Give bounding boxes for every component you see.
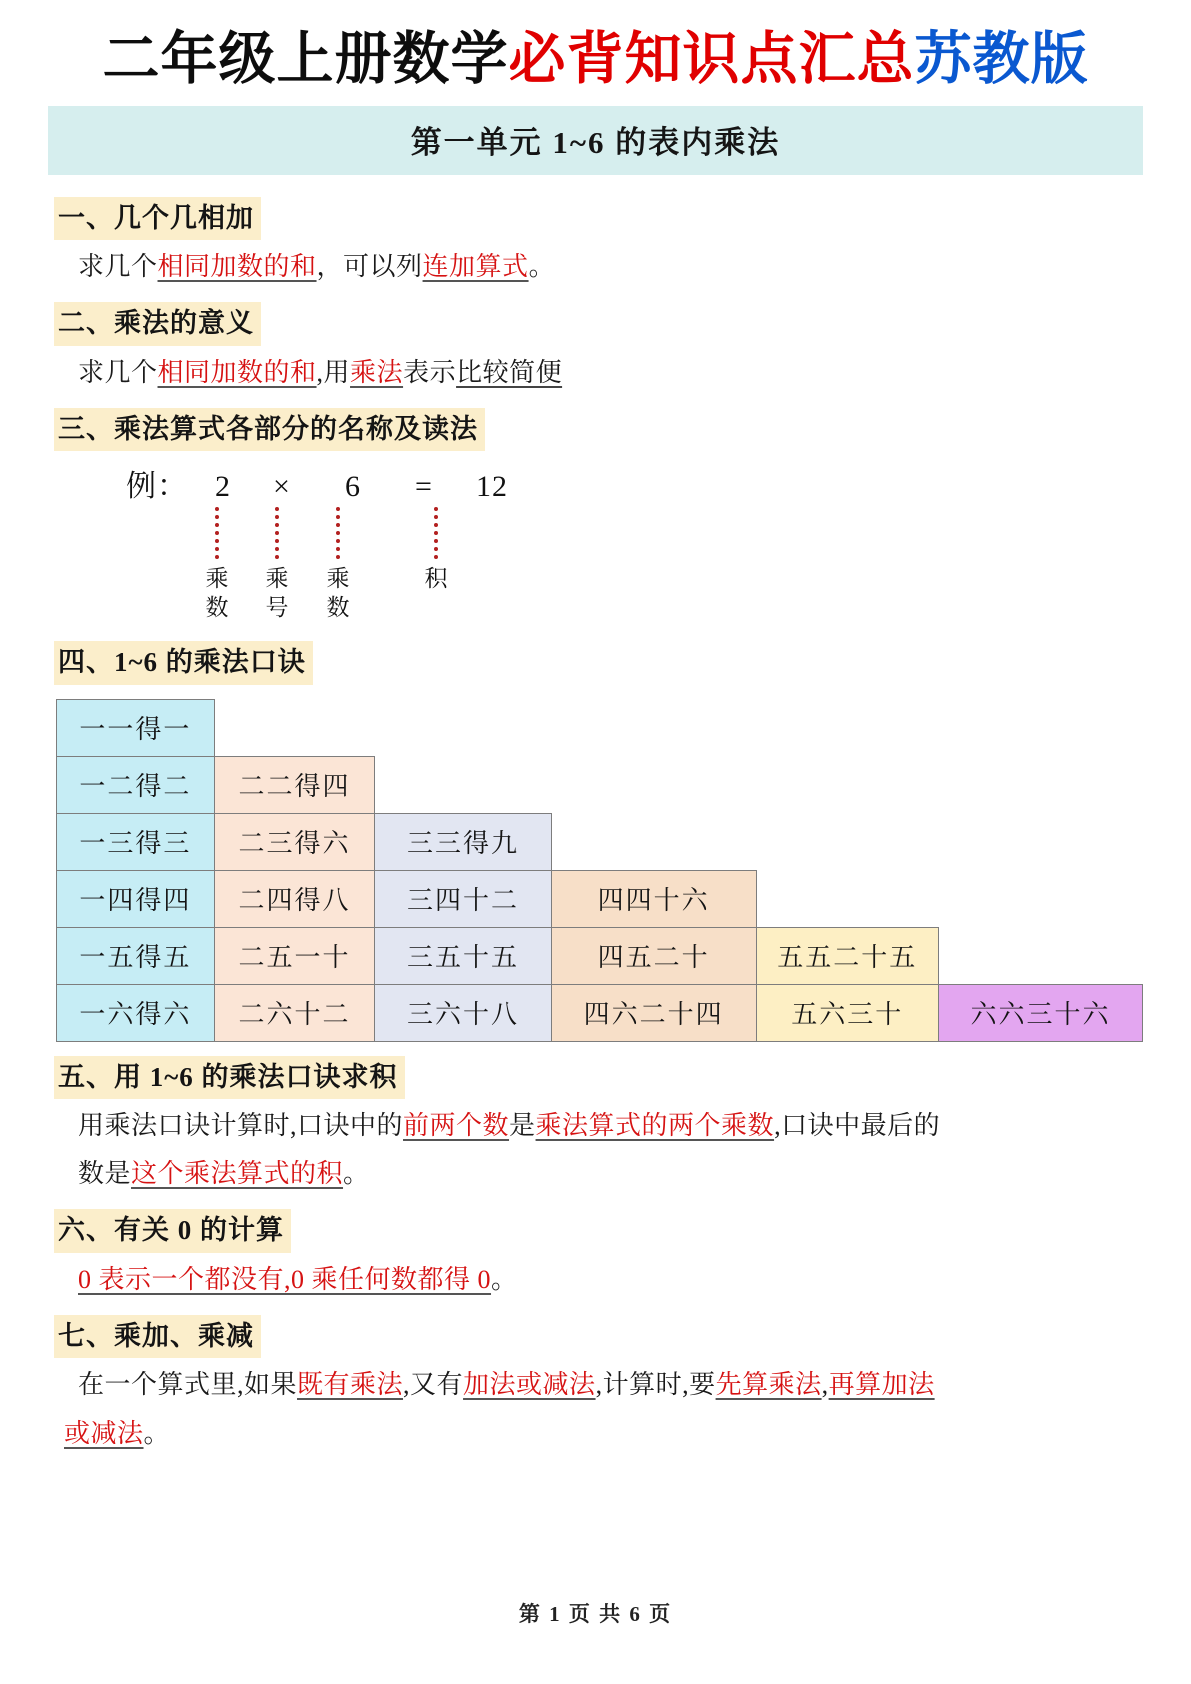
table-cell-empty <box>551 756 756 813</box>
table-cell-empty <box>375 756 552 813</box>
tag-factor1 <box>197 565 237 623</box>
table-cell: 一二得二 <box>57 756 215 813</box>
table-cell: 一五得五 <box>57 927 215 984</box>
page-title <box>48 0 1143 106</box>
table-row <box>57 870 1143 927</box>
s7-text-h: 。 <box>143 1418 171 1448</box>
section-heading-5: 五、用 1~6 的乘法口诀求积 <box>54 1056 405 1099</box>
table-cell: 三五十五 <box>375 927 552 984</box>
s7-text-g: , <box>821 1370 829 1400</box>
s1-text-e: 。 <box>528 252 556 282</box>
table-cell: 一四得四 <box>57 870 215 927</box>
s7-emphasis-1: 既有乘法 <box>297 1370 404 1400</box>
s6-text-b: 。 <box>491 1264 518 1294</box>
title-segment-blue: 苏教版 <box>914 28 1089 91</box>
table-cell-empty <box>939 813 1143 870</box>
s6-emphasis-1: 0 表示一个都没有,0 乘任何数都得 0 <box>78 1264 492 1294</box>
s2-emphasis-1: 相同加数的和 <box>157 357 317 387</box>
table-cell-empty <box>375 699 552 756</box>
s7-emphasis-4: 再算加法 <box>828 1370 935 1400</box>
s5-text-c: 是 <box>509 1111 536 1141</box>
s5-emphasis-2: 乘法算式的两个乘数 <box>535 1111 775 1141</box>
section-7-body-line1 <box>48 1364 1143 1406</box>
tag-factor2-char2: 数 <box>326 595 350 621</box>
table-cell: 四六二十四 <box>551 984 756 1041</box>
section-heading-6: 六、有关 0 的计算 <box>54 1209 291 1252</box>
s2-emphasis-2: 乘法 <box>350 357 404 387</box>
table-cell: 一三得三 <box>57 813 215 870</box>
section-5-body-line2 <box>48 1153 1143 1195</box>
s1-text-c: ，可以列 <box>316 252 423 282</box>
table-cell: 六六三十六 <box>939 984 1143 1041</box>
section-5-body-line1 <box>48 1105 1143 1147</box>
table-cell-empty <box>756 813 939 870</box>
s1-text-a: 求几个 <box>78 252 158 282</box>
tag-factor2 <box>318 565 358 623</box>
example-product: 12 <box>476 470 508 504</box>
tag-factor1-char1: 乘 <box>205 566 229 592</box>
s7-text-a: 在一个算式里,如果 <box>78 1370 298 1400</box>
table-cell: 二二得四 <box>214 756 374 813</box>
table-cell: 三三得九 <box>375 813 552 870</box>
s5-text-a: 用乘法口诀计算时,口诀中的 <box>78 1111 404 1141</box>
s5-text-f: 数是 <box>78 1159 132 1189</box>
s7-emphasis-2: 加法或减法 <box>463 1370 596 1400</box>
table-row <box>57 699 1143 756</box>
table-cell-empty <box>939 699 1143 756</box>
section-7-body-line2 <box>48 1413 1143 1455</box>
table-cell-empty <box>756 756 939 813</box>
section-heading-3: 三、乘法算式各部分的名称及读法 <box>54 408 485 451</box>
pointer-line-factor1 <box>215 507 223 559</box>
tag-product <box>416 565 456 594</box>
page-footer: 第 1 页 共 6 页 <box>518 1602 673 1626</box>
s5-emphasis-3: 这个乘法算式的积 <box>131 1159 344 1189</box>
table-row <box>57 813 1143 870</box>
s2-text-e: 表示 <box>403 357 457 387</box>
table-cell-empty <box>756 870 939 927</box>
table-cell: 一六得六 <box>57 984 215 1041</box>
example-operator: × <box>273 470 291 504</box>
table-cell: 四五二十 <box>551 927 756 984</box>
section-6-body <box>48 1259 1143 1301</box>
s7-text-e: ,计算时,要 <box>595 1370 716 1400</box>
example-formula <box>126 461 524 505</box>
s5-text-e: ,口诀中最后的 <box>774 1111 941 1141</box>
table-cell: 一一得一 <box>57 699 215 756</box>
s2-text-a: 求几个 <box>78 357 158 387</box>
pointer-line-product <box>434 507 442 559</box>
s5-text-g: 。 <box>343 1159 370 1189</box>
s5-emphasis-1: 前两个数 <box>403 1111 510 1141</box>
table-row <box>57 984 1143 1041</box>
section-heading-2: 二、乘法的意义 <box>54 302 261 345</box>
tag-product-char1: 积 <box>424 566 448 592</box>
table-cell: 五五二十五 <box>756 927 939 984</box>
table-row <box>57 756 1143 813</box>
s7-text-c: ,又有 <box>403 1370 464 1400</box>
table-cell-empty <box>551 699 756 756</box>
title-segment-red: 必背知识点汇总 <box>508 28 915 91</box>
s7-emphasis-5: 或减法 <box>64 1418 144 1448</box>
table-cell-empty <box>939 927 1143 984</box>
pointer-line-factor2 <box>336 507 344 559</box>
table-cell-empty <box>756 699 939 756</box>
s2-emphasis-3: 比较简便 <box>456 357 563 387</box>
table-cell: 二六十二 <box>214 984 374 1041</box>
table-cell-empty <box>551 813 756 870</box>
section-1-body <box>48 246 1143 288</box>
tag-factor2-char1: 乘 <box>326 566 350 592</box>
section-heading-4: 四、1~6 的乘法口诀 <box>54 641 313 684</box>
table-cell-empty <box>214 699 374 756</box>
tag-factor1-char2: 数 <box>205 595 229 621</box>
table-cell: 二五一十 <box>214 927 374 984</box>
example-equals: = <box>415 470 433 504</box>
table-row <box>57 927 1143 984</box>
s1-emphasis-1: 相同加数的和 <box>157 252 317 282</box>
unit-banner: 第一单元 1~6 的表内乘法 <box>48 106 1143 175</box>
table-cell: 三四十二 <box>375 870 552 927</box>
table-cell: 四四十六 <box>551 870 756 927</box>
tag-operator <box>257 565 297 623</box>
s7-emphasis-3: 先算乘法 <box>715 1370 822 1400</box>
table-cell-empty <box>939 870 1143 927</box>
title-segment-black: 二年级上册数学 <box>102 28 509 91</box>
multiplication-table <box>56 699 1143 1042</box>
table-cell: 五六三十 <box>756 984 939 1041</box>
table-cell: 三六十八 <box>375 984 552 1041</box>
section-2-body <box>48 352 1143 394</box>
table-cell: 二四得八 <box>214 870 374 927</box>
s2-text-c: ,用 <box>316 357 351 387</box>
section-heading-7: 七、乘加、乘减 <box>54 1315 261 1358</box>
pointer-line-operator <box>275 507 283 559</box>
s1-emphasis-2: 连加算式 <box>422 252 529 282</box>
tag-operator-char1: 乘 <box>265 566 289 592</box>
example-factor1: 2 <box>215 470 231 504</box>
example-factor2: 6 <box>345 470 361 504</box>
tag-operator-char2: 号 <box>265 595 289 621</box>
table-cell: 二三得六 <box>214 813 374 870</box>
example-label: 例： <box>126 470 188 504</box>
section-heading-1: 一、几个几相加 <box>54 197 261 240</box>
table-cell-empty <box>939 756 1143 813</box>
multiplication-example-diagram <box>48 461 1143 631</box>
